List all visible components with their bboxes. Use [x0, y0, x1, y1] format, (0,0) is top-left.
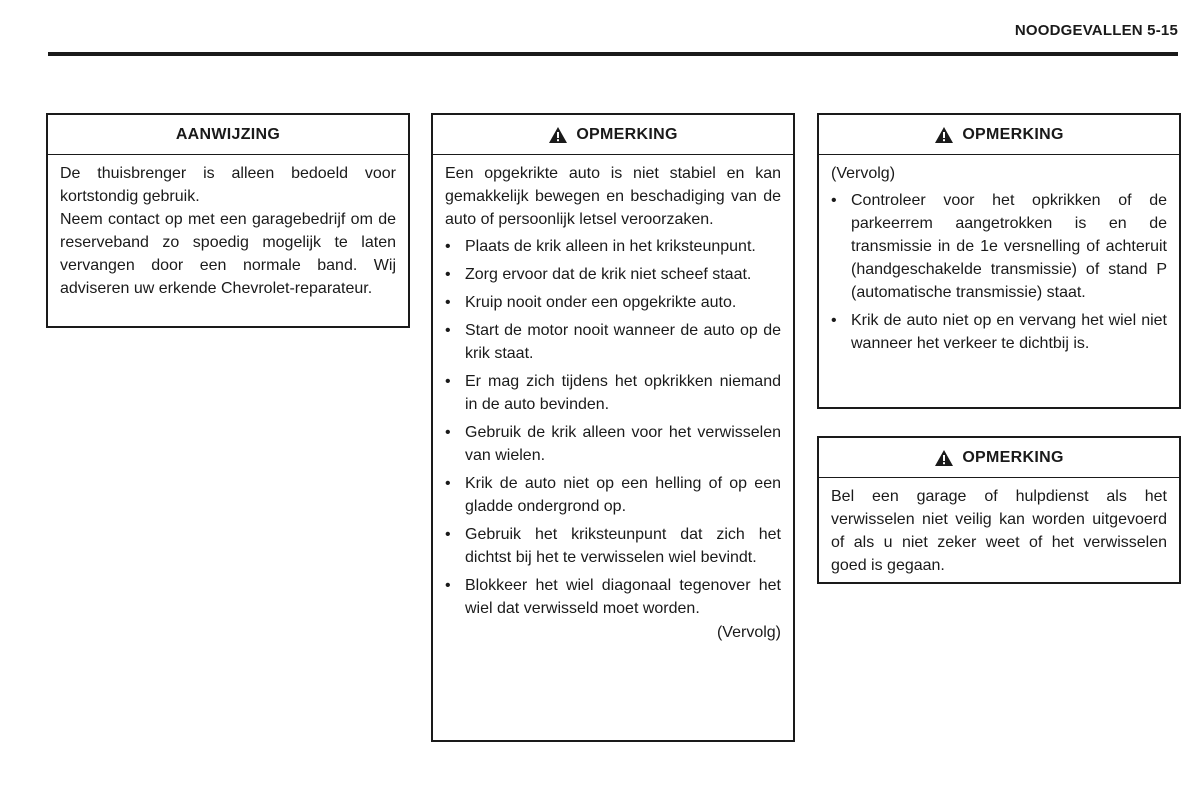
- list-item-text: Er mag zich tijdens het opkrikken niemand in de auto bevinden.: [465, 373, 781, 413]
- bullet: •: [445, 322, 451, 339]
- list-item-text: Start de motor nooit wanneer de auto op de krik staat.: [465, 322, 781, 362]
- note-box-body: [48, 155, 408, 308]
- bullet: •: [445, 424, 451, 441]
- warning-box-2-title: [819, 115, 1179, 155]
- list-item: [445, 472, 781, 518]
- bullet: •: [445, 475, 451, 492]
- list-item: [445, 235, 781, 258]
- list-item: [445, 523, 781, 569]
- list-item: [445, 574, 781, 620]
- bullet: •: [831, 192, 837, 209]
- warning-text: Bel een garage of hulpdienst als het verwisselen niet veilig kan worden uitgevoerd of als u niet zeker weet of het verwisselen goed is gegaan.: [831, 488, 1167, 574]
- list-item: [831, 309, 1167, 355]
- list-item-text: Controleer voor het opkrikken of de parkeerrem aangetrokken is en de transmissie in de 1e versnelling of achteruit (handgeschakelde transmissie) of stand P (automatische transmissie) staat.: [851, 192, 1167, 301]
- warning-box-3-title: [819, 438, 1179, 478]
- warning-triangle-icon: [548, 126, 568, 144]
- list-item-text: Blokkeer het wiel diagonaal tegenover het wiel dat verwisseld moet worden.: [465, 577, 781, 617]
- bullet: •: [445, 577, 451, 594]
- header-rule: [48, 52, 1178, 56]
- list-item-text: Zorg ervoor dat de krik niet scheef staat.: [465, 266, 752, 283]
- bullet: •: [445, 266, 451, 283]
- bullet: •: [831, 312, 837, 329]
- list-item-text: Krik de auto niet op een helling of op een gladde ondergrond op.: [465, 475, 781, 515]
- list-item-text: Kruip nooit onder een opgekrikte auto.: [465, 294, 737, 311]
- bullet: •: [445, 238, 451, 255]
- continued-label: (Vervolg): [716, 624, 781, 641]
- note-paragraph: De thuisbrenger is alleen bedoeld voor kortstondig gebruik.: [60, 165, 396, 205]
- warning-list: [445, 235, 781, 620]
- list-item: [831, 189, 1167, 304]
- list-item: [445, 370, 781, 416]
- list-item: [445, 263, 781, 286]
- warning-box-2-body: [819, 155, 1179, 368]
- list-item-text: Gebruik het kriksteunpunt dat zich het dichtst bij het te verwisselen wiel bevindt.: [465, 526, 781, 566]
- warning-box-3: [817, 436, 1181, 584]
- warning-box-1-title-text: OPMERKING: [576, 125, 678, 143]
- continued-intro: (Vervolg): [831, 165, 896, 182]
- note-box-title-text: AANWIJZING: [175, 125, 281, 143]
- list-item: [445, 319, 781, 365]
- list-item-text: Krik de auto niet op en vervang het wiel niet wanneer het verkeer te dichtbij is.: [851, 312, 1167, 352]
- note-box-title: [48, 115, 408, 155]
- page-header: NOODGEVALLEN 5-15: [1014, 22, 1178, 39]
- list-item: [445, 421, 781, 467]
- warning-box-1-body: [433, 155, 793, 652]
- warning-triangle-icon: [934, 126, 954, 144]
- bullet: •: [445, 526, 451, 543]
- warning-box-2: [817, 113, 1181, 409]
- warning-intro: Een opgekrikte auto is niet stabiel en kan gemakkelijk bewegen en beschadiging van de auto of persoonlijk letsel veroorzaken.: [445, 165, 781, 228]
- bullet: •: [445, 294, 451, 311]
- warning-box-3-body: [819, 478, 1179, 585]
- warning-box-2-title-text: OPMERKING: [962, 125, 1064, 143]
- warning-box-1-title: [433, 115, 793, 155]
- list-item: [445, 291, 781, 314]
- warning-list: [831, 189, 1167, 355]
- warning-box-3-title-text: OPMERKING: [962, 448, 1064, 466]
- bullet: •: [445, 373, 451, 390]
- warning-box-1: [431, 113, 795, 742]
- list-item-text: Plaats de krik alleen in het kriksteunpunt.: [465, 238, 756, 255]
- note-box: [46, 113, 410, 328]
- list-item-text: Gebruik de krik alleen voor het verwisselen van wielen.: [465, 424, 781, 464]
- note-paragraph: Neem contact op met een garagebedrijf om de reserveband zo spoedig mogelijk te laten vervangen door een normale band. Wij adviseren uw erkende Chevrolet-reparateur.: [60, 211, 396, 297]
- warning-triangle-icon: [934, 449, 954, 467]
